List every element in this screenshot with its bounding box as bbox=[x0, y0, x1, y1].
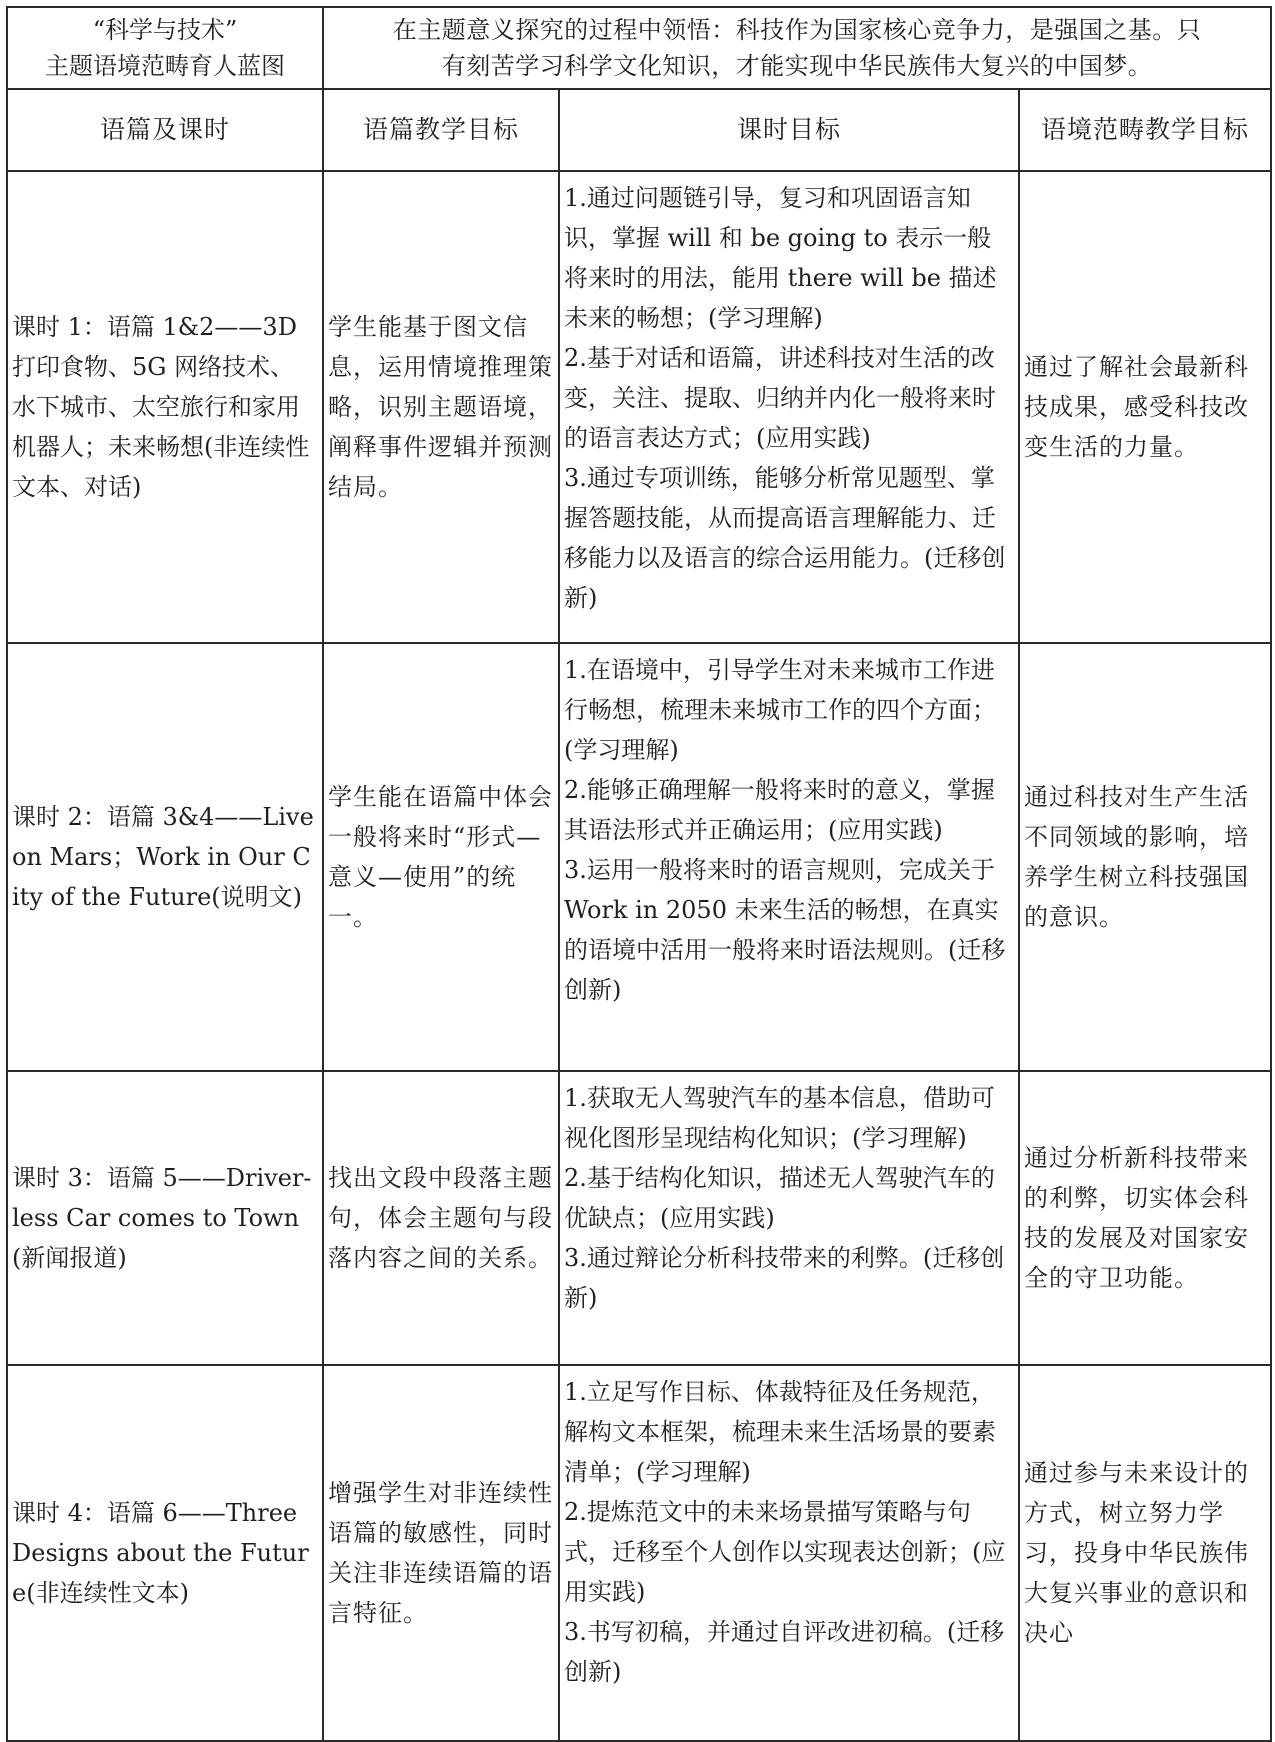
table-row bbox=[7, 1365, 1271, 1741]
objectives-cell bbox=[559, 643, 1019, 1071]
theme-summary-line: 有刻苦学习科学文化知识，才能实现中华民族伟大复兴的中国梦。 bbox=[441, 52, 1153, 80]
text-goal-cell: 学生能在语篇中体会一般将来时“形式—意义—使用”的统一。 bbox=[323, 643, 559, 1071]
column-header: 语境范畴教学目标 bbox=[1019, 89, 1271, 171]
objective-item: 2.基于结构化知识，描述无人驾驶汽车的优缺点；(应用实践) bbox=[564, 1164, 995, 1232]
objective-item: 2.能够正确理解一般将来时的意义，掌握其语法形式并正确运用；(应用实践) bbox=[564, 776, 995, 844]
objective-item: 1.获取无人驾驶汽车的基本信息，借助可视化图形呈现结构化知识；(学习理解) bbox=[564, 1084, 995, 1152]
theme-summary-line: 在主题意义探究的过程中领悟：科技作为国家核心竞争力，是强国之基。只 bbox=[392, 16, 1202, 44]
objective-item: 3.通过专项训练，能够分析常见题型、掌握答题技能，从而提高语言理解能力、迁移能力以及语言的综合运用能力。(迁移创新) bbox=[564, 464, 1006, 612]
objectives-cell bbox=[559, 1071, 1019, 1365]
table-row bbox=[7, 643, 1271, 1071]
text-goal-cell: 学生能基于图文信息，运用情境推理策略，识别主题语境，阐释事件逻辑并预测结局。 bbox=[323, 171, 559, 643]
objective-item: 1.通过问题链引导，复习和巩固语言知识，掌握 will 和 be going to 表示一般将来时的用法，能用 there will be 描述未来的畅想；(学习理解) bbox=[564, 184, 997, 332]
context-goal-cell: 通过分析新科技带来的利弊，切实体会科技的发展及对国家安全的守卫功能。 bbox=[1019, 1071, 1271, 1365]
objective-item: 3.书写初稿，并通过自评改进初稿。(迁移创新) bbox=[564, 1618, 1005, 1686]
objective-item: 1.在语境中，引导学生对未来城市工作进行畅想，梳理未来城市工作的四个方面；(学习理解) bbox=[564, 656, 996, 764]
context-goal-cell: 通过参与未来设计的方式，树立努力学习，投身中华民族伟大复兴事业的意识和决心 bbox=[1019, 1365, 1271, 1741]
theme-title-line: “科学与技术” bbox=[92, 16, 238, 44]
objective-item: 1.立足写作目标、体裁特征及任务规范，解构文本框架，梳理未来生活场景的要素清单；(学习理解) bbox=[564, 1378, 996, 1486]
context-goal-cell: 通过了解社会最新科技成果，感受科技改变生活的力量。 bbox=[1019, 171, 1271, 643]
lesson-cell: 课时 3：语篇 5——Driver-less Car comes to Town(新闻报道) bbox=[7, 1071, 323, 1365]
objective-item: 2.提炼范文中的未来场景描写策略与句式，迁移至个人创作以实现表达创新；(应用实践) bbox=[564, 1498, 1006, 1606]
column-header-row bbox=[7, 89, 1271, 171]
lesson-cell: 课时 1：语篇 1&2——3D 打印食物、5G 网络技术、水下城市、太空旅行和家用机器人；未来畅想(非连续性文本、对话) bbox=[7, 171, 323, 643]
objective-item: 3.通过辩论分析科技带来的利弊。(迁移创新) bbox=[564, 1244, 1005, 1312]
curriculum-table bbox=[6, 6, 1272, 1742]
table-row bbox=[7, 1071, 1271, 1365]
lesson-cell: 课时 2：语篇 3&4——Live on Mars；Work in Our City of the Future(说明文) bbox=[7, 643, 323, 1071]
column-header: 课时目标 bbox=[559, 89, 1019, 171]
objectives-cell bbox=[559, 1365, 1019, 1741]
context-goal-cell: 通过科技对生产生活不同领域的影响，培养学生树立科技强国的意识。 bbox=[1019, 643, 1271, 1071]
table-row bbox=[7, 171, 1271, 643]
theme-summary-cell bbox=[323, 7, 1271, 89]
objectives-cell bbox=[559, 171, 1019, 643]
objective-item: 3.运用一般将来时的语言规则，完成关于 Work in 2050 未来生活的畅想，在真实的语境中活用一般将来时语法规则。(迁移创新) bbox=[564, 856, 1006, 1004]
column-header: 语篇及课时 bbox=[7, 89, 323, 171]
theme-header-row bbox=[7, 7, 1271, 89]
column-header: 语篇教学目标 bbox=[323, 89, 559, 171]
theme-title-cell bbox=[7, 7, 323, 89]
text-goal-cell: 找出文段中段落主题句，体会主题句与段落内容之间的关系。 bbox=[323, 1071, 559, 1365]
theme-title-line: 主题语境范畴育人蓝图 bbox=[45, 52, 285, 80]
text-goal-cell: 增强学生对非连续性语篇的敏感性，同时关注非连续语篇的语言特征。 bbox=[323, 1365, 559, 1741]
lesson-cell: 课时 4：语篇 6——Three Designs about the Future(非连续性文本) bbox=[7, 1365, 323, 1741]
objective-item: 2.基于对话和语篇，讲述科技对生活的改变，关注、提取、归纳并内化一般将来时的语言表达方式；(应用实践) bbox=[564, 344, 996, 452]
